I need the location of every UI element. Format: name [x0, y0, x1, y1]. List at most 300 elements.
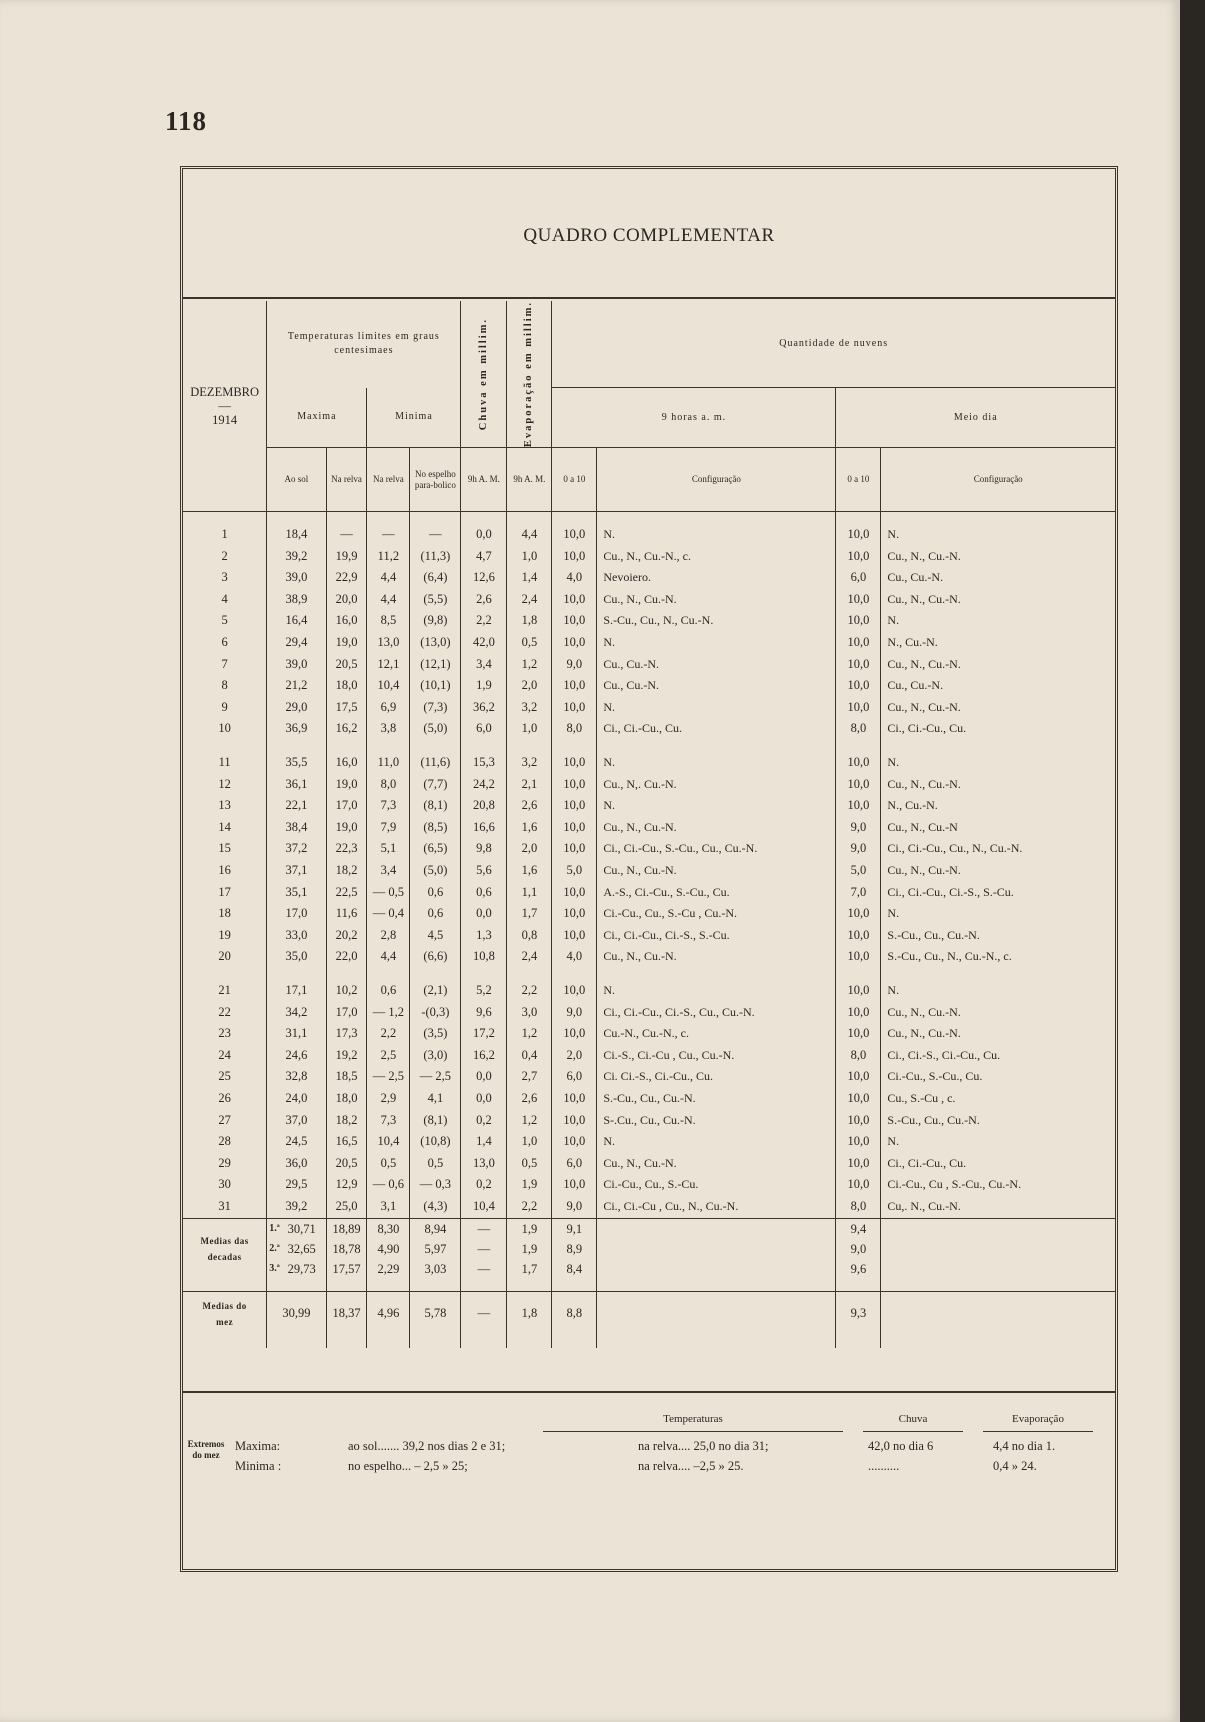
table-cell: Ci., Ci.-Cu., S.-Cu., Cu., Cu.-N.: [597, 838, 836, 860]
table-cell: 13,0: [367, 632, 410, 654]
table-cell: 12,6: [461, 567, 507, 589]
table-cell: Cu., N., Cu.-N.: [597, 589, 836, 611]
table-cell: 18,0: [326, 1088, 367, 1110]
decade-row: [183, 1239, 1115, 1259]
table-cell: — 0,3: [410, 1174, 461, 1196]
spacer-cell: [461, 740, 507, 752]
table-cell: 9,0: [552, 654, 597, 676]
table-cell: 0,5: [507, 1153, 552, 1175]
table-cell: 18,0: [326, 675, 367, 697]
table-cell: 8,0: [367, 774, 410, 796]
table-cell: 15,3: [461, 752, 507, 774]
ext-chuva-header: Chuva: [898, 1413, 928, 1425]
espelho-header: No espelho para-bolico: [410, 448, 461, 512]
table-row: [183, 838, 1115, 860]
table-cell: 27: [183, 1110, 267, 1132]
table-frame: [180, 166, 1118, 1572]
spacer-cell: [881, 740, 1115, 752]
table-cell: 10,8: [461, 946, 507, 968]
table-cell: 23: [183, 1023, 267, 1045]
table-cell: 35,0: [267, 946, 326, 968]
table-cell: 2,6: [507, 1088, 552, 1110]
table-cell: 2,2: [367, 1023, 410, 1045]
table-row: [183, 1196, 1115, 1218]
ext-max-chuva: 42,0 no dia 6: [868, 1439, 934, 1453]
table-cell: Nevoiero.: [597, 567, 836, 589]
table-cell: 7,0: [836, 882, 881, 904]
spacer-cell: [267, 740, 326, 752]
table-cell: 42,0: [461, 632, 507, 654]
spacer-cell: [597, 1336, 836, 1348]
table-cell: 39,2: [267, 546, 326, 568]
table-cell: 10,0: [836, 752, 881, 774]
table-cell: 9,0: [836, 817, 881, 839]
table-cell: 36,9: [267, 718, 326, 740]
table-cell: (2,1): [410, 980, 461, 1002]
table-cell: 16,6: [461, 817, 507, 839]
table-cell: 3,4: [367, 860, 410, 882]
table-cell: 11,6: [326, 903, 367, 925]
table-row: [183, 718, 1115, 740]
table-cell: 1,2: [507, 1023, 552, 1045]
table-cell: 2: [183, 546, 267, 568]
table-cell: (4,3): [410, 1196, 461, 1218]
table-cell: 24,5: [267, 1131, 326, 1153]
table-cell: N.: [887, 613, 900, 628]
month-mean-cell: 4,96: [367, 1291, 410, 1336]
decade-cell: —: [461, 1239, 507, 1259]
table-cell: 10,0: [552, 1088, 597, 1110]
decade-cell: 1,9: [507, 1218, 552, 1239]
table-cell: (3,5): [410, 1023, 461, 1045]
table-cell: 2,6: [461, 589, 507, 611]
month-mean-cell: 9,3: [836, 1291, 881, 1336]
table-cell: N.: [887, 906, 900, 921]
decade-ordinal: 2.ª: [269, 1242, 280, 1254]
spacer-cell: [326, 1336, 367, 1348]
table-cell: 11,2: [367, 546, 410, 568]
decade-cell: 2,29: [367, 1259, 410, 1279]
table-cell: (3,0): [410, 1045, 461, 1067]
spacer-cell: [881, 512, 1115, 525]
table-cell: 10: [183, 718, 267, 740]
table-cell: 1,9: [507, 1174, 552, 1196]
table-cell: 13,0: [461, 1153, 507, 1175]
table-cell: 1,8: [507, 610, 552, 632]
table-cell: Cu., N., Cu.-N.: [887, 548, 961, 563]
table-cell: 0,2: [461, 1174, 507, 1196]
table-cell: (9,8): [410, 610, 461, 632]
spacer-cell: [326, 512, 367, 525]
ext-label: Extremos do mez: [187, 1439, 225, 1460]
table-cell: 10,0: [552, 795, 597, 817]
table-cell: —: [367, 524, 410, 546]
decade-cell: 8,94: [410, 1218, 461, 1239]
table-cell: 2,0: [507, 838, 552, 860]
table-cell: 11: [183, 752, 267, 774]
table-cell: Cu., N., Cu.-N.: [597, 860, 836, 882]
table-cell: 39,0: [267, 567, 326, 589]
table-cell: 32,8: [267, 1066, 326, 1088]
decade-cell: 8,9: [552, 1239, 597, 1259]
decade-cell: [597, 1259, 836, 1279]
table-cell: 4,0: [552, 946, 597, 968]
spacer-cell: [507, 1279, 552, 1292]
spacer-cell: [183, 1336, 267, 1348]
table-cell: 0,0: [461, 1066, 507, 1088]
ext-max-evap: 4,4 no dia 1.: [993, 1439, 1056, 1453]
decade-cell: 1,9: [507, 1239, 552, 1259]
table-cell: 15: [183, 838, 267, 860]
table-cell: 0,0: [461, 903, 507, 925]
table-row: [183, 675, 1115, 697]
table-cell: 31: [183, 1196, 267, 1218]
table-cell: Cu., N., Cu.-N.: [887, 776, 961, 791]
month-mean-cell: [597, 1291, 836, 1336]
table-cell: 9,6: [461, 1002, 507, 1024]
table-cell: 35,5: [267, 752, 326, 774]
table-cell: 6,0: [552, 1153, 597, 1175]
table-body: [183, 512, 1115, 1348]
table-cell: 9: [183, 697, 267, 719]
decade-cell: 3,03: [410, 1259, 461, 1279]
spacer-cell: [507, 740, 552, 752]
spacer-cell: [597, 1279, 836, 1292]
table-cell: 21,2: [267, 675, 326, 697]
table-cell: 12,9: [326, 1174, 367, 1196]
table-cell: 16,4: [267, 610, 326, 632]
table-cell: Ci., Ci.-Cu., Cu.: [887, 1155, 967, 1170]
table-cell: 10,0: [836, 610, 881, 632]
table-cell: Cu., Cu.-N.: [887, 678, 944, 693]
spacer-cell: [410, 512, 461, 525]
table-cell: 8,0: [836, 1196, 881, 1218]
table-cell: Ci., Ci.-Cu., Cu.: [887, 721, 967, 736]
table-cell: 37,2: [267, 838, 326, 860]
page-number: 118: [165, 106, 208, 136]
table-cell: (6,6): [410, 946, 461, 968]
table-cell: 16: [183, 860, 267, 882]
table-cell: 22,0: [326, 946, 367, 968]
table-cell: 5,2: [461, 980, 507, 1002]
table-cell: 10,0: [552, 882, 597, 904]
table-cell: 25: [183, 1066, 267, 1088]
table-cell: 5,0: [836, 860, 881, 882]
decade-row: [183, 1218, 1115, 1239]
table-cell: 8: [183, 675, 267, 697]
table-cell: 9,0: [552, 1196, 597, 1218]
table-cell: Cu., N., Cu.-N.: [887, 1004, 961, 1019]
table-cell: S.-Cu., Cu., N., Cu.-N., c.: [887, 949, 1012, 964]
table-cell: 19: [183, 925, 267, 947]
spacer-cell: [507, 512, 552, 525]
table-cell: Cu., N., Cu.-N.: [597, 1153, 836, 1175]
temperature-header: Temperaturas limites em graus centesimaes: [267, 301, 461, 388]
table-cell: 0,5: [367, 1153, 410, 1175]
table-cell: 1,9: [461, 675, 507, 697]
table-cell: (7,7): [410, 774, 461, 796]
spacer-cell: [597, 968, 836, 980]
table-cell: 4,1: [410, 1088, 461, 1110]
table-cell: 17,0: [267, 903, 326, 925]
decade-cell: 8,4: [552, 1259, 597, 1279]
table-row: [183, 980, 1115, 1002]
table-cell: 7,3: [367, 1110, 410, 1132]
spacer-cell: [183, 512, 267, 525]
spacer-cell: [507, 968, 552, 980]
spacer-cell: [552, 740, 597, 752]
table-cell: Cu., N., Cu.-N.: [597, 817, 836, 839]
scale-md-header: 0 a 10: [836, 448, 881, 512]
spacer-cell: [552, 1279, 597, 1292]
spacer-row: [183, 512, 1115, 525]
table-cell: 10,0: [552, 838, 597, 860]
table-cell: Ci.-Cu., S.-Cu., Cu.: [887, 1069, 983, 1084]
table-row: [183, 1174, 1115, 1196]
chuva-header: Chuva em millim.: [461, 301, 507, 448]
table-cell: 10,0: [552, 903, 597, 925]
decade-cell: 8,30: [367, 1218, 410, 1239]
table-cell: 10,0: [552, 697, 597, 719]
table-cell: 10,0: [552, 675, 597, 697]
table-cell: 22,5: [326, 882, 367, 904]
table-cell: 2,7: [507, 1066, 552, 1088]
table-cell: 10,0: [552, 752, 597, 774]
spacer-cell: [367, 1279, 410, 1292]
month-mean-cell: 30,99: [267, 1291, 326, 1336]
ext-min-evap: 0,4 » 24.: [993, 1459, 1037, 1473]
table-cell: 2,2: [461, 610, 507, 632]
decade-cell: —: [461, 1218, 507, 1239]
table-cell: (5,0): [410, 860, 461, 882]
ext-min-relva: na relva.... –2,5 » 25.: [638, 1459, 744, 1473]
decade-cell: [881, 1259, 1115, 1279]
table-cell: 12,1: [367, 654, 410, 676]
spacer-cell: [597, 740, 836, 752]
table-cell: 3,0: [507, 1002, 552, 1024]
table-cell: 10,0: [552, 1131, 597, 1153]
config-md-header: Configuração: [881, 448, 1115, 512]
decade-label: [183, 1218, 267, 1279]
table-cell: 3,8: [367, 718, 410, 740]
scale-9-header: 0 a 10: [552, 448, 597, 512]
decade-cell: 9,1: [552, 1218, 597, 1239]
table-cell: 13: [183, 795, 267, 817]
table-cell: 9,8: [461, 838, 507, 860]
table-row: [183, 1002, 1115, 1024]
decade-cell: 1,7: [507, 1259, 552, 1279]
table-cell: 2,9: [367, 1088, 410, 1110]
table-cell: 0,2: [461, 1110, 507, 1132]
table-cell: (5,5): [410, 589, 461, 611]
table-row: [183, 1023, 1115, 1045]
table-cell: Cu., N., Cu.-N.: [887, 863, 961, 878]
decade-cell: 18,89: [326, 1218, 367, 1239]
table-cell: 10,0: [552, 610, 597, 632]
table-cell: 17,5: [326, 697, 367, 719]
decade-value: 30,71: [287, 1221, 316, 1236]
table-cell: 2,8: [367, 925, 410, 947]
table-cell: 20,0: [326, 589, 367, 611]
decade-ordinal: 1.ª: [269, 1222, 280, 1234]
table-cell: 1: [183, 524, 267, 546]
table-cell: 7: [183, 654, 267, 676]
table-cell: 4,5: [410, 925, 461, 947]
table-cell: 4,4: [367, 946, 410, 968]
ext-min-espelho: no espelho... – 2,5 » 25;: [348, 1459, 468, 1473]
spacer-cell: [267, 512, 326, 525]
table-cell: 5,1: [367, 838, 410, 860]
spacer-cell: [183, 1279, 267, 1292]
ext-min-chuva: ..........: [868, 1459, 900, 1473]
table-cell: 1,0: [507, 546, 552, 568]
table-cell: 10,0: [552, 925, 597, 947]
table-cell: Cu., N., Cu.-N.: [887, 699, 961, 714]
ext-max-sol: ao sol....... 39,2 nos dias 2 e 31;: [348, 1439, 506, 1453]
spacer-cell: [881, 1279, 1115, 1292]
spacer-cell: [461, 512, 507, 525]
spacer-cell: [410, 968, 461, 980]
table-cell: (13,0): [410, 632, 461, 654]
month-mean-cell: 8,8: [552, 1291, 597, 1336]
table-cell: Cu,. N., Cu.-N.: [887, 1198, 961, 1213]
table-cell: 4: [183, 589, 267, 611]
chuva-hour-header: 9h A. M.: [461, 448, 507, 512]
table-cell: 8,0: [836, 1045, 881, 1067]
title-rule: [183, 297, 1115, 299]
table-cell: 9,0: [836, 838, 881, 860]
table-cell: 1,0: [507, 718, 552, 740]
table-cell: 5: [183, 610, 267, 632]
table-cell: 21: [183, 980, 267, 1002]
table-cell: 20,8: [461, 795, 507, 817]
table-cell: Cu., N., Cu.-N.: [887, 656, 961, 671]
spacer-cell: [597, 512, 836, 525]
table-cell: 6: [183, 632, 267, 654]
month-mean-cell: 1,8: [507, 1291, 552, 1336]
decade-cell: 18,78: [326, 1239, 367, 1259]
table-cell: 4,4: [507, 524, 552, 546]
spacer-cell: [410, 740, 461, 752]
table-cell: 10,0: [836, 1174, 881, 1196]
ext-max-relva: na relva.... 25,0 no dia 31;: [638, 1439, 769, 1453]
table-cell: 2,6: [507, 795, 552, 817]
table-cell: 16,2: [326, 718, 367, 740]
spacer-row: [183, 968, 1115, 980]
table-row: [183, 925, 1115, 947]
month-mean-cell: 18,37: [326, 1291, 367, 1336]
meio-dia-header: Meio dia: [836, 388, 1115, 448]
table-cell: N.: [597, 524, 836, 546]
table-cell: 0,8: [507, 925, 552, 947]
table-cell: N., Cu.-N.: [887, 798, 938, 813]
table-row: [183, 1066, 1115, 1088]
table-cell: N.: [597, 752, 836, 774]
spacer-cell: [552, 968, 597, 980]
table-cell: 4,4: [367, 567, 410, 589]
table-row: [183, 610, 1115, 632]
ext-temperaturas-rule: [543, 1431, 843, 1432]
table-cell: 24,0: [267, 1088, 326, 1110]
month-mean-label: Medias do mez: [183, 1291, 267, 1336]
decade-cell: [881, 1218, 1115, 1239]
table-cell: 2,4: [507, 946, 552, 968]
table-cell: N.: [887, 755, 900, 770]
decade-label-text: Medias das decadas: [200, 1235, 249, 1262]
spacer-cell: [836, 512, 881, 525]
spacer-row: [183, 740, 1115, 752]
ext-chuva-rule: [863, 1431, 963, 1432]
decade-cell: 4,90: [367, 1239, 410, 1259]
maxima-header: Maxima: [267, 388, 367, 448]
table-cell: 4,7: [461, 546, 507, 568]
table-cell: Ci. Ci.-S., Ci.-Cu., Cu.: [597, 1066, 836, 1088]
table-cell: 36,0: [267, 1153, 326, 1175]
table-cell: 10,0: [836, 546, 881, 568]
ext-evap-rule: [983, 1431, 1093, 1432]
table-cell: 10,0: [552, 1023, 597, 1045]
table-cell: Ci., Ci.-Cu., Cu., N., Cu.-N.: [887, 841, 1023, 856]
table-cell: 10,0: [836, 903, 881, 925]
spacer-cell: [326, 1279, 367, 1292]
table-cell: 10,0: [836, 795, 881, 817]
table-cell: 6,0: [552, 1066, 597, 1088]
table-cell: 10,0: [836, 1153, 881, 1175]
table-cell: Cu., N., Cu.-N.: [887, 591, 961, 606]
table-row: [183, 860, 1115, 882]
table-cell: 16,2: [461, 1045, 507, 1067]
table-cell: 2,5: [367, 1045, 410, 1067]
table-cell: — 2,5: [410, 1066, 461, 1088]
table-cell: -(0,3): [410, 1002, 461, 1024]
table-cell: 18,4: [267, 524, 326, 546]
table-cell: 19,9: [326, 546, 367, 568]
table-cell: 29,4: [267, 632, 326, 654]
table-cell: 10,0: [552, 1110, 597, 1132]
table-cell: 2,0: [552, 1045, 597, 1067]
table-cell: 10,0: [836, 1088, 881, 1110]
table-cell: 6,0: [461, 718, 507, 740]
table-cell: — 2,5: [367, 1066, 410, 1088]
table-cell: 10,0: [836, 675, 881, 697]
table-cell: 10,0: [836, 925, 881, 947]
table-cell: 5,0: [552, 860, 597, 882]
month-mean-row: [183, 1291, 1115, 1336]
table-cell: 17,0: [326, 795, 367, 817]
table-cell: 37,1: [267, 860, 326, 882]
spacer-cell: [267, 1336, 326, 1348]
table-cell: N.: [887, 1134, 900, 1149]
spacer-cell: [836, 1336, 881, 1348]
table-cell: 1,7: [507, 903, 552, 925]
table-cell: A.-S., Ci.-Cu., S.-Cu., Cu.: [597, 882, 836, 904]
page-title: QUADRO COMPLEMENTAR: [523, 225, 775, 246]
table-cell: 10,0: [836, 524, 881, 546]
table-cell: 4,4: [367, 589, 410, 611]
table-cell: 0,6: [461, 882, 507, 904]
table-row: [183, 1110, 1115, 1132]
decade-cell: 9,0: [836, 1239, 881, 1259]
table-cell: (6,4): [410, 567, 461, 589]
table-cell: 0,6: [367, 980, 410, 1002]
table-cell: 0,0: [461, 1088, 507, 1110]
table-cell: 6,9: [367, 697, 410, 719]
table-cell: 3: [183, 567, 267, 589]
table-cell: Ci., Ci.-Cu., Ci.-S., S.-Cu.: [887, 884, 1014, 899]
decade-cell: [267, 1218, 326, 1239]
table-cell: Ci., Ci.-Cu., Ci.-S., S.-Cu.: [597, 925, 836, 947]
extremes-section: [183, 1391, 1115, 1523]
